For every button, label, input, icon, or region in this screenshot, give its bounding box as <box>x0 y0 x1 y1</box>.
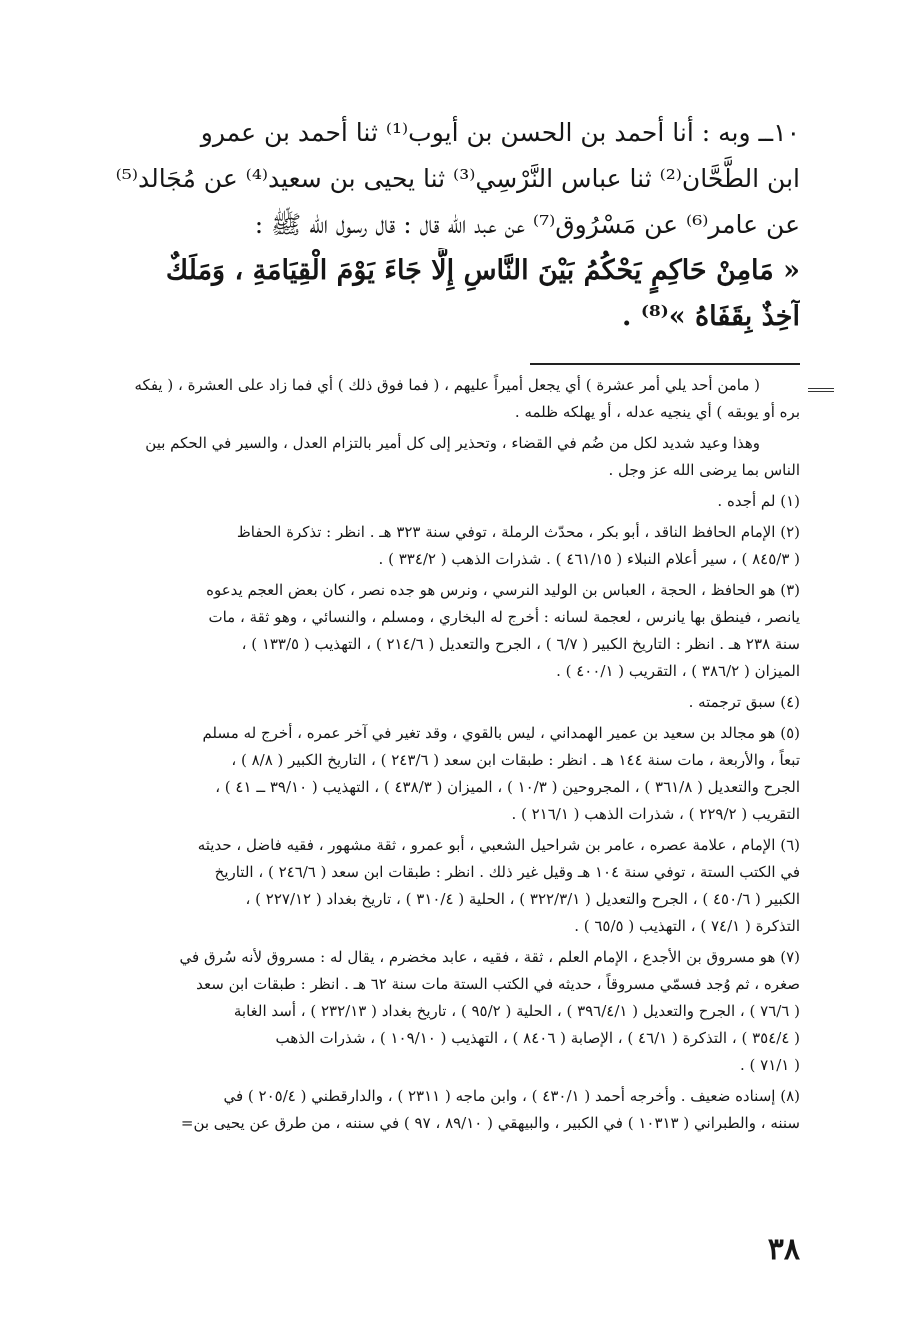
footnote-line: الكبير ( ٤٥٠/٦ ) ، الجرح والتعديل ( ٣٢٢/٣/١ ) ، الحلية ( ٣١٠/٤ ) ، تاريخ بغداد ( ٢٢٧/١٢ ) ، <box>245 890 800 908</box>
margin-mark <box>808 388 834 392</box>
hadith-block <box>110 110 800 340</box>
footnote-line: ( ٨٤٥/٣ ) ، سير أعلام النبلاء ( ٤٦١/١٥ ) . شذرات الذهب ( ٣٣٤/٢ ) . <box>378 550 800 568</box>
main-line-2: ابن الطَّحَّان⁽²⁾ ثنا عباس النَّرْسِي⁽³⁾ ثنا يحيى بن سعيد⁽⁴⁾ عن مُجَالد⁽⁵⁾ <box>115 164 800 193</box>
footnote-line: (٥) هو مجالد بن سعيد بن عمير الهمداني ، ليس بالقوي ، وقد تغير في آخر عمره ، أخرج له مسلم <box>202 724 800 742</box>
footnote-line: (٨) إسناده ضعيف . وأخرجه أحمد ( ٤٣٠/١ ) ، وابن ماجه ( ٢٣١١ ) ، والدارقطني ( ٢٠٥/٤ ) في <box>223 1087 800 1105</box>
footnote <box>100 430 800 484</box>
footnote <box>100 372 800 426</box>
footnote <box>100 577 800 685</box>
footnote-line: (٦) الإمام ، علامة عصره ، عامر بن شراحيل الشعبي ، أبو عمرو ، ثقة مشهور ، فقيه فاضل ، حديثه <box>197 836 800 854</box>
footnote-line: الناس بما يرضى الله عز وجل . <box>608 461 800 479</box>
footnote-line: ( ٧٦/٦ ) ، الجرح والتعديل ( ٣٩٦/٤/١ ) ، الحلية ( ٩٥/٢ ) ، تاريخ بغداد ( ٢٣٢/١٣ ) ، أسد الغابة <box>233 1002 800 1020</box>
main-line-3: عن عامر⁽⁶⁾ عن مَسْرُوق⁽⁷⁾ عن عبد الله قال : قال رسول الله ﷺ : <box>254 210 800 239</box>
footnote-line: (٧) هو مسروق بن الأجدع ، الإمام العلم ، ثقة ، فقيه ، عابد مخضرم ، يقال له : مسروق لأنه سُرق في <box>179 948 800 966</box>
footnote <box>100 519 800 573</box>
footnote <box>100 944 800 1079</box>
footnote <box>100 1083 800 1137</box>
footnote-line: تبعاً ، والأربعة ، مات سنة ١٤٤ هـ . انظر : طبقات ابن سعد ( ٢٤٣/٦ ) ، التاريخ الكبير ( ٨/٨ ) ، <box>231 751 800 769</box>
footnote-line: التذكرة ( ٧٤/١ ) ، التهذيب ( ٦٥/٥ ) . <box>574 917 800 935</box>
footnote-line: ( ٧١/١ ) . <box>739 1056 800 1074</box>
main-line-1: ١٠ــ وبه : أنا أحمد بن الحسن بن أيوب⁽¹⁾ ثنا أحمد بن عمرو <box>200 118 800 147</box>
footnote <box>100 720 800 828</box>
footnote <box>100 689 800 716</box>
hadith-text-line-2: آخِذٌ بِقَفَاهُ »⁽⁸⁾ . <box>622 301 800 332</box>
footnote-line: ( ٣٥٤/٤ ) ، التذكرة ( ٤٦/١ ) ، الإصابة ( ٨٤٠٦ ) ، التهذيب ( ١٠٩/١٠ ) ، شذرات الذهب <box>275 1029 800 1047</box>
footnote <box>100 488 800 515</box>
footnote-line: في الكتب الستة ، توفي سنة ١٠٤ هـ وقيل غير ذلك . انظر : طبقات ابن سعد ( ٢٤٦/٦ ) ، التاريخ <box>214 863 800 881</box>
footnote-line: وهذا وعيد شديد لكل من ضُم في القضاء ، وتحذير إلى كل أمير بالتزام العدل ، والسير في الحكم بين <box>145 434 760 452</box>
footnote-separator <box>530 363 800 365</box>
footnote-line: التقريب ( ٢٢٩/٢ ) ، شذرات الذهب ( ٢١٦/١ ) . <box>511 805 800 823</box>
footnote-line: صغره ، ثم وُجد فسمّي مسروقاً ، حديثه في الكتب الستة مات سنة ٦٢ هـ . انظر : طبقات ابن سعد <box>196 975 800 993</box>
footnote-line: (٣) هو الحافظ ، الحجة ، العباس بن الوليد النرسي ، ونرس هو جده نصر ، كان بعض العجم يدعوه <box>206 581 800 599</box>
footnote-line: الجرح والتعديل ( ٣٦١/٨ ) ، المجروحين ( ١٠/٣ ) ، الميزان ( ٤٣٨/٣ ) ، التهذيب ( ٣٩/١٠ ــ ٤١ ) ، <box>215 778 800 796</box>
footnote-line: سننه ، والطبراني ( ١٠٣١٣ ) في الكبير ، والبيهقي ( ٨٩/١٠ ، ٩٧ ) في سننه ، من طرق عن يحيى بن= <box>180 1114 800 1132</box>
hadith-text-line-1: « مَامِنْ حَاكِمٍ يَحْكُمُ بَيْنَ النَّاسِ إِلَّا جَاءَ يَوْمَ الْقِيَامَةِ ، وَمَلَكٌ <box>165 255 800 286</box>
footnote-line: سنة ٢٣٨ هـ . انظر : التاريخ الكبير ( ٦/٧ ) ، الجرح والتعديل ( ٢١٤/٦ ) ، التهذيب ( ١٣٣/٥ ) ، <box>241 635 800 653</box>
footnote-line: الميزان ( ٣٨٦/٢ ) ، التقريب ( ٤٠٠/١ ) . <box>556 662 800 680</box>
footnote-line: بره أو يوبقه ) أي ينجيه عدله ، أو يهلكه ظلمه . <box>514 403 800 421</box>
footnote-line: ( مامن أحد يلي أمر عشرة ) أي يجعل أميراً عليهم ، ( فما فوق ذلك ) أي فما زاد على العشرة ، ( يفكه <box>134 376 760 394</box>
footnotes <box>100 372 800 1141</box>
footnote-line: (٢) الإمام الحافظ الناقد ، أبو بكر ، محدّث الرملة ، توفي سنة ٣٢٣ هـ . انظر : تذكرة الحفاظ <box>236 523 800 541</box>
page-number: ٣٨ <box>767 1232 800 1267</box>
footnote <box>100 832 800 940</box>
footnote-line: (٤) سبق ترجمته . <box>688 693 800 711</box>
footnote-line: (١) لم أجده . <box>717 492 800 510</box>
footnote-line: يانصر ، فينطق بها يانرس ، لعجمة لسانه : أخرج له البخاري ، ومسلم ، والنسائي ، وهو ثقة ، مات <box>208 608 800 626</box>
